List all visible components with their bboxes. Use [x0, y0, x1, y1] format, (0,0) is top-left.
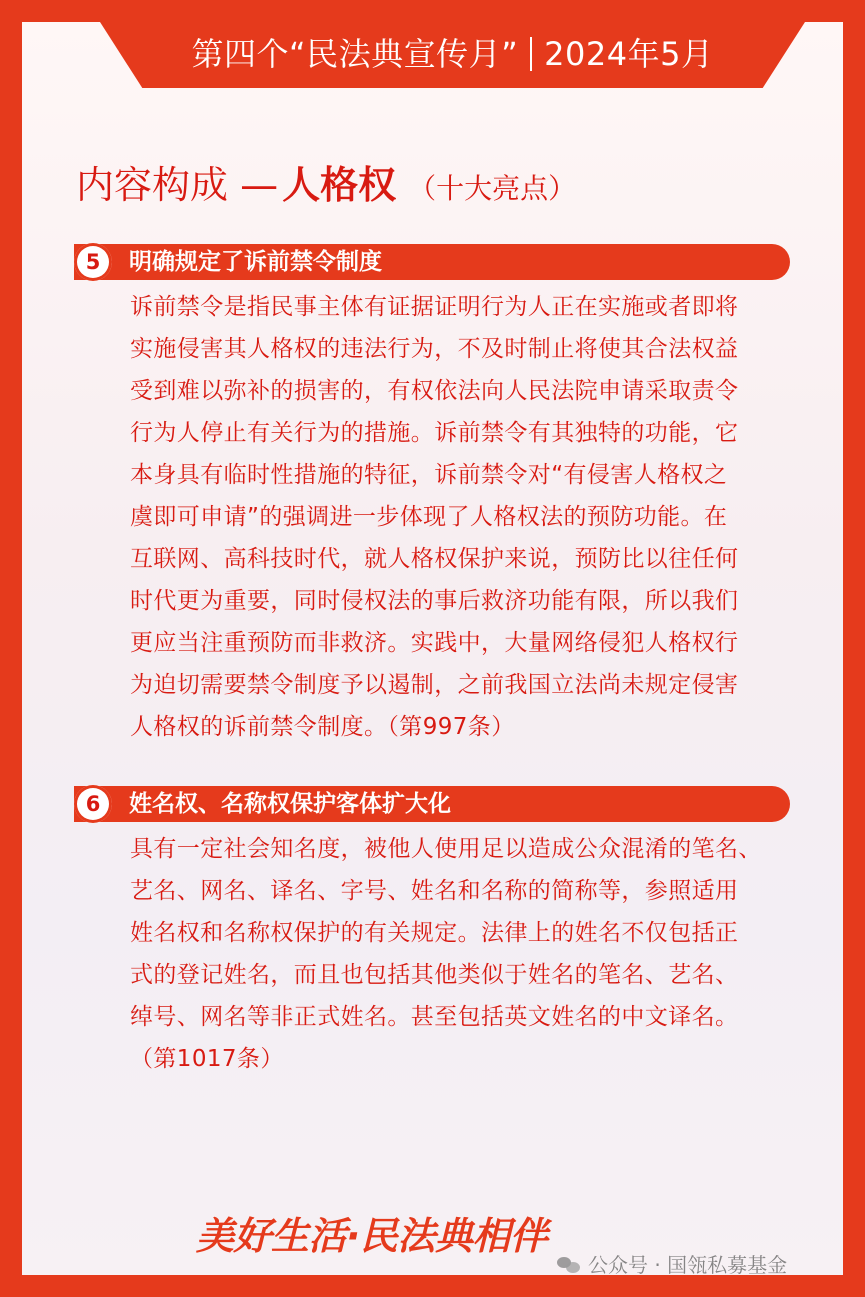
watermark-text: 公众号 · 国瓴私募基金	[588, 1253, 788, 1275]
paragraph-line: 为迫切需要禁令制度予以遏制，之前我国立法尚未规定侵害	[130, 672, 739, 698]
paragraph-line: 本身具有临时性措施的特征，诉前禁令对“有侵害人格权之	[130, 462, 728, 488]
paragraph-line: 时代更为重要，同时侵权法的事后救济功能有限，所以我们	[130, 588, 739, 614]
highlight-5-title: 明确规定了诉前禁令制度	[129, 249, 382, 275]
paragraph-line: 虞即可申请”的强调进一步体现了人格权法的预防功能。在	[130, 504, 728, 530]
paragraph-line: 诉前禁令是指民事主体有证据证明行为人正在实施或者即将	[130, 294, 739, 320]
highlight-6-heading	[74, 786, 790, 822]
paragraph-line: 实施侵害其人格权的违法行为，不及时制止将使其合法权益	[130, 336, 739, 362]
highlight-5-paragraph	[130, 286, 738, 748]
footer-slogan: 美好生活·民法典相伴	[196, 1214, 548, 1258]
wechat-watermark	[557, 1250, 787, 1275]
page-title	[76, 163, 577, 207]
title-main: 内容构成 —	[76, 163, 279, 207]
paragraph-line: 更应当注重预防而非救济。实践中，大量网络侵犯人格权行	[130, 630, 739, 656]
header-divider	[530, 37, 532, 71]
highlight-6-number-badge: 6	[74, 785, 112, 823]
campaign-title: 第四个“民法典宣传月”	[191, 35, 519, 73]
header-title	[100, 30, 805, 78]
highlight-5-number-badge: 5	[74, 243, 112, 281]
content-panel	[22, 22, 843, 1275]
paragraph-line: 行为人停止有关行为的措施。诉前禁令有其独特的功能，它	[130, 420, 739, 446]
highlight-6-paragraph	[130, 828, 762, 1080]
paragraph-line: 互联网、高科技时代，就人格权保护来说，预防比以往任何	[130, 546, 739, 572]
highlight-6-title: 姓名权、名称权保护客体扩大化	[129, 791, 451, 817]
title-note: （十大亮点）	[408, 172, 577, 205]
campaign-date: 2024年5月	[544, 35, 714, 73]
paragraph-line: 姓名权和名称权保护的有关规定。法律上的姓名不仅包括正	[130, 920, 739, 946]
title-emphasis: 人格权	[282, 163, 397, 207]
highlight-5-heading	[74, 244, 790, 280]
paragraph-line: 式的登记姓名，而且也包括其他类似于姓名的笔名、艺名、	[130, 962, 739, 988]
paragraph-line: 绰号、网名等非正式姓名。甚至包括英文姓名的中文译名。	[130, 1004, 739, 1030]
paragraph-line: 受到难以弥补的损害的，有权依法向人民法院申请采取责令	[130, 378, 739, 404]
paragraph-line: 人格权的诉前禁令制度。（第997条）	[130, 714, 515, 740]
paragraph-line: 具有一定社会知名度，被他人使用足以造成公众混淆的笔名、	[130, 836, 762, 862]
paragraph-line: 艺名、网名、译名、字号、姓名和名称的简称等，参照适用	[130, 878, 739, 904]
wechat-icon	[557, 1255, 581, 1275]
paragraph-line: （第1017条）	[130, 1046, 284, 1072]
